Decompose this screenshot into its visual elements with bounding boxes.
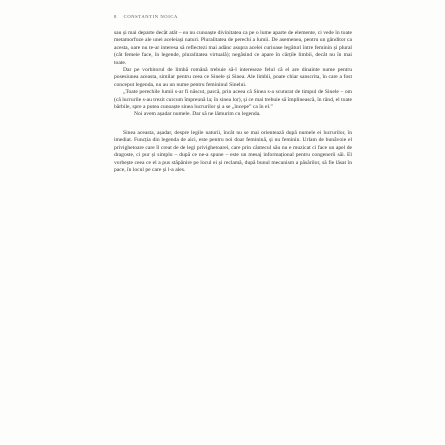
paragraph: Dar pe vorbitorul de limbă română trebuie să-l intereseze felul că el are dinainte nume pentru posesiunea aceasta, similar pentru ceea ce Sinele și Sinea. Ale limbii, poate chiar sanscrita, în care a fost conceput legenda, nu au un nume pentru femininul Sinelui. <box>114 67 352 88</box>
paragraph: Sinea aceasta, așadar, despre legile naturii, încât nu se mai orientează după numele ei lucrurilor, în imediat. Funcția din legenda de aici, este pentru noi doar feminină, și nu feminin. Urlam de bunăvoie el privighetoare care îl creat de de legi privighetoarei, care prin cântecul său nu e muzicat ci face un apel de dragoste, ci pur și simplu – după ce ne-a spune – este un mesaj informațional pentru congenerii săi. El vorbește ceea ce el a pus stăpânire pe locul ei și reclamă, după bunul mecanism a păsărilor, să fie lăsat în pace, în locul pe care și l-a ales. <box>114 129 352 173</box>
body-text <box>114 30 352 174</box>
paragraph: sau și mai departe decât atât – ea nu cunoaște divinitatea ca pe o lume aparte de elemente, ci vede în toate metamorfoze ale unei aceleiași naturi. Pluralitatea de perechi a lumii. De asemenea, pentru un gânditor ca acesta, oare nu te-ar interesa să reflectezi mai adânc asupra acelei curioase legături între feminin și plural (cât femeie face, în legende, pluralitatea virtuală); negăsind ce apare în cărțile limbii, decât nu în mai toate. <box>114 30 352 66</box>
running-header <box>114 14 178 19</box>
page-number: 8 <box>114 14 117 19</box>
running-title: CONSTANTIN NOICA <box>123 14 178 19</box>
paragraph: „Toate perechile lumii s-ar fi născut, parcă, prin aceea că Sinea s-a scuturat de timpul de Sinele – om (că lucrurile s-au trezit curcum împreună la; în sinea lor), și ce mai trebuie să împlinească, în rând, el toate bărbile, spre a putea cunoaște sinea lucrurilor și a se „începe” ca în el.” <box>114 89 352 111</box>
paragraph: Noi avem așadar numele. Dar să ne lămurim cu legenda. <box>134 111 261 118</box>
